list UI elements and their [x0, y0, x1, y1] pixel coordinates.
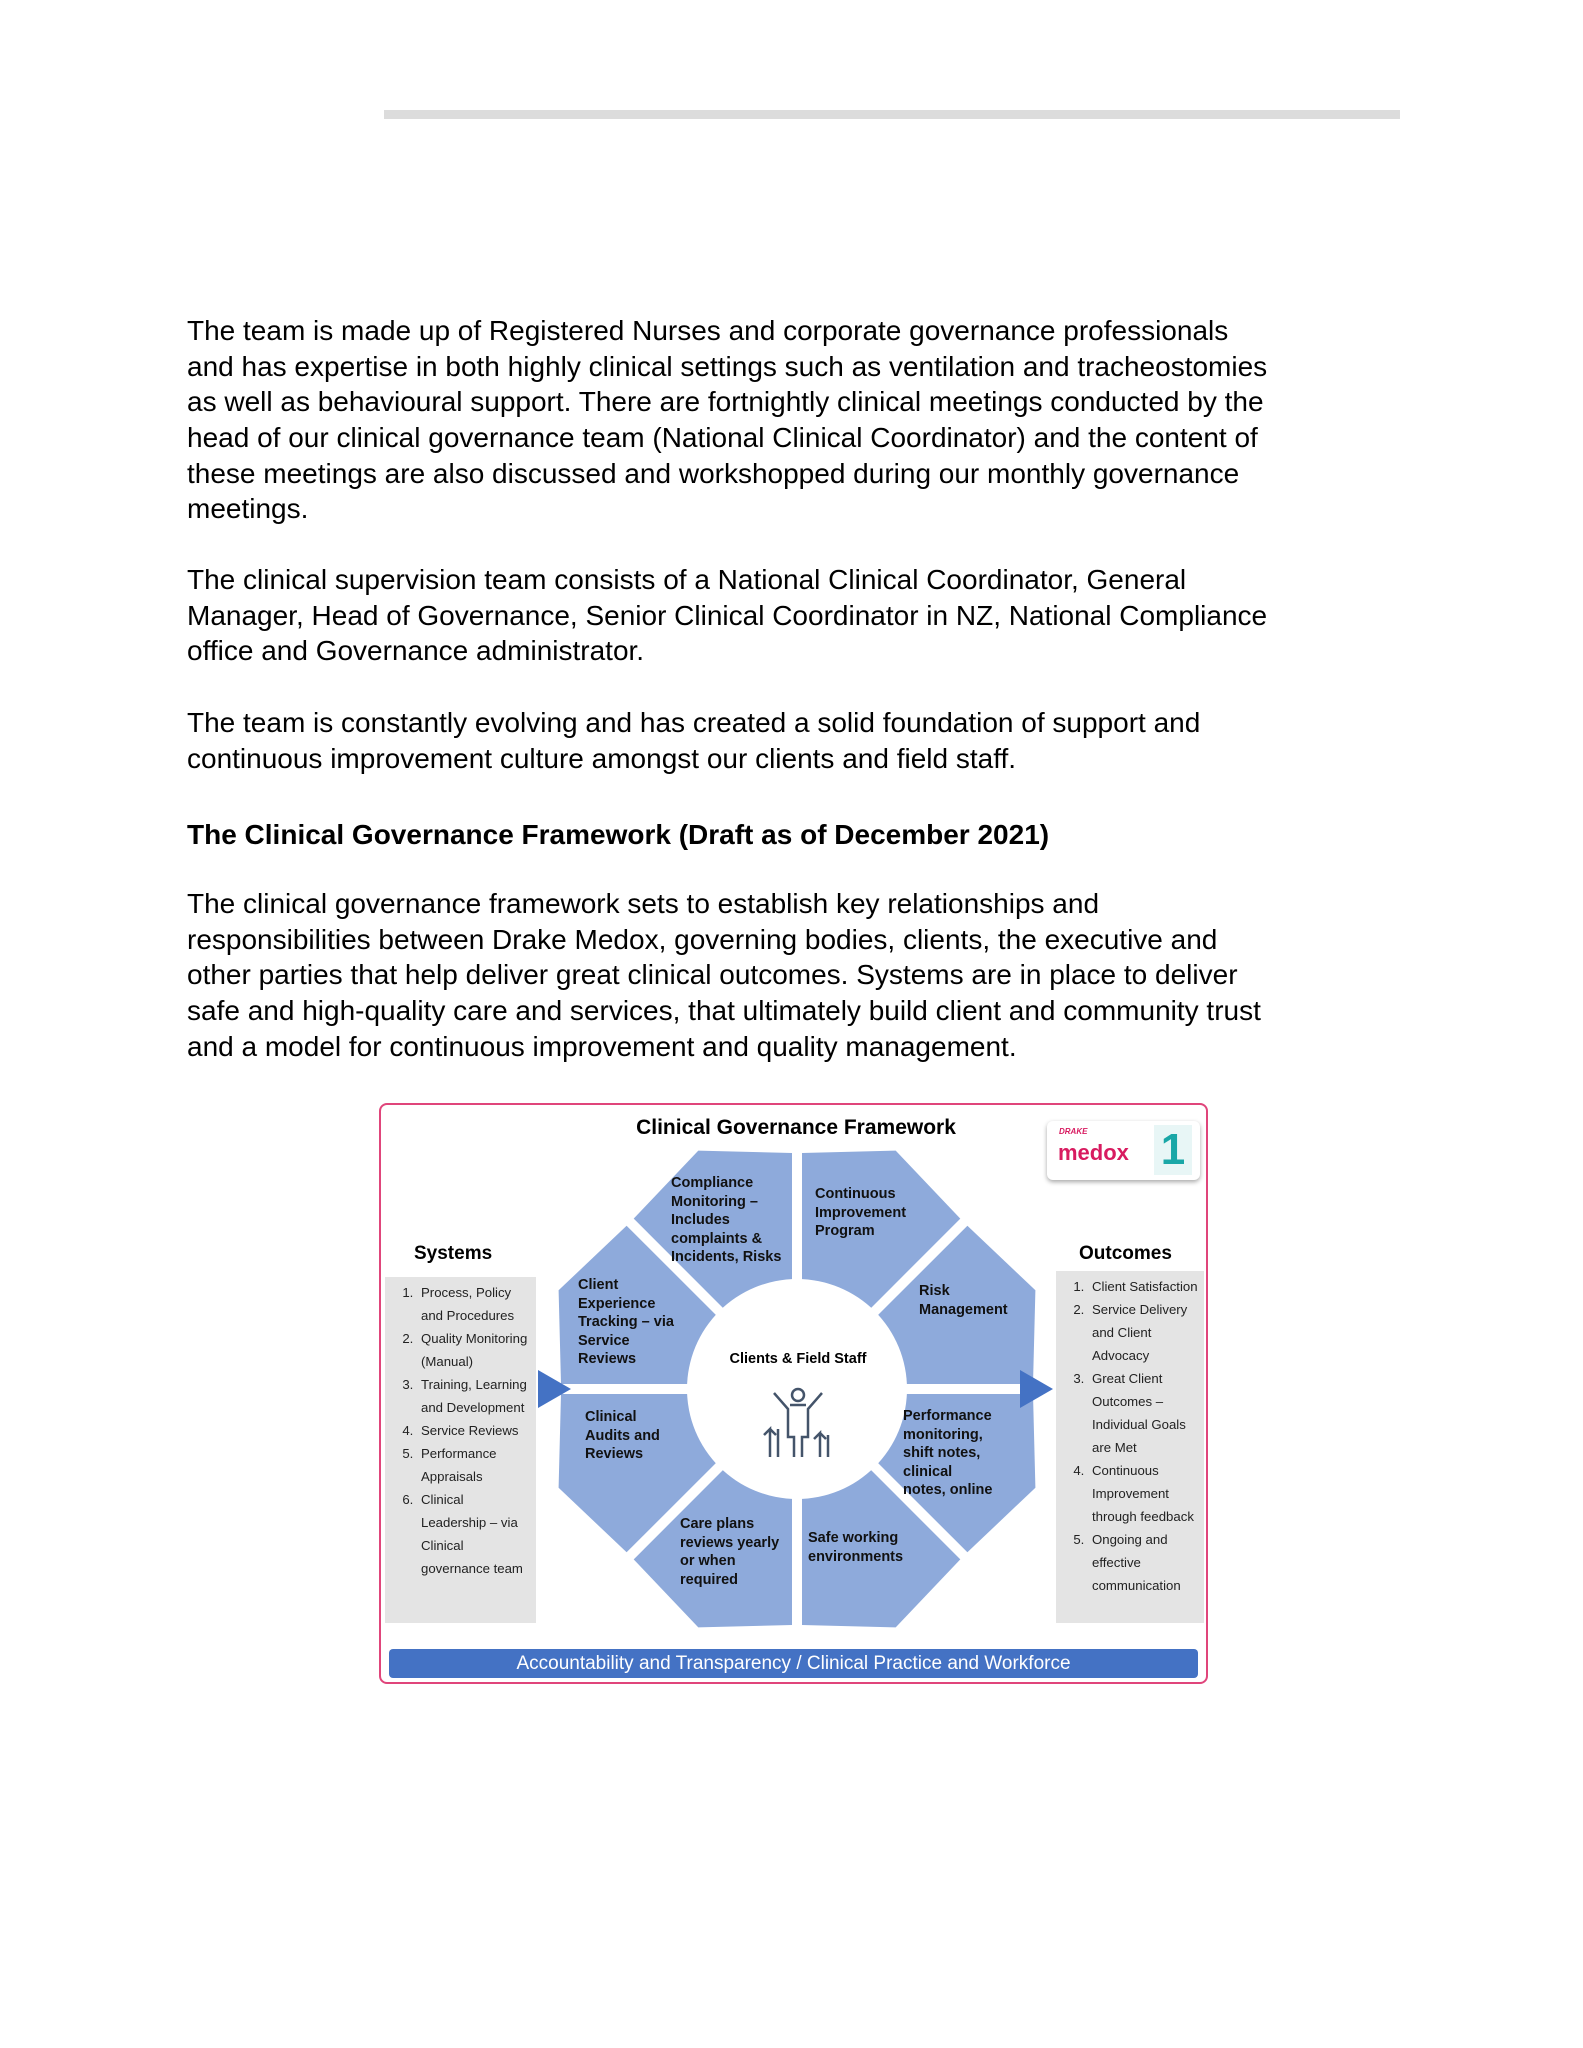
outcomes-list: [1056, 1271, 1204, 1623]
logo-small-text: DRAKE: [1059, 1127, 1088, 1136]
segment-continuous-improvement: Continuous Improvement Program: [815, 1186, 907, 1239]
text-line: office and Governance administrator.: [187, 635, 645, 667]
text-line: The team is made up of Registered Nurses and corporate governance professionals: [187, 315, 1229, 346]
text-line: The clinical governance framework sets to establish key relationships and: [187, 888, 1100, 919]
text-line: as well as behavioural support. There are fortnightly clinical meetings conducted by the: [187, 386, 1264, 418]
outcomes-item: 1. Client Satisfaction: [1088, 1275, 1200, 1298]
logo-brand-text: medox: [1058, 1140, 1129, 1165]
section-heading: The Clinical Governance Framework (Draft as of December 2021): [187, 819, 1050, 850]
text-line: responsibilities between Drake Medox, governing bodies, clients, the executive and: [187, 923, 1218, 955]
outcomes-arrow-icon: [1020, 1370, 1053, 1408]
segment-safe-working: Safe working environments: [808, 1530, 904, 1565]
paragraph-supervision-team: [187, 562, 1267, 669]
text-line: Manager, Head of Governance, Senior Clinical Coordinator in NZ, National Compliance: [187, 599, 1268, 631]
segment-performance-monitoring: Performance monitoring, shift notes, clinical notes, online: [903, 1408, 993, 1498]
diagram-title: Clinical Governance Framework: [636, 1116, 956, 1139]
segment-clinical-audits: Clinical Audits and Reviews: [585, 1409, 660, 1462]
segment-client-experience: Client Experience Tracking – via Service Reviews: [578, 1277, 674, 1367]
outcomes-item: 3. Great Client Outcomes – Individual Goals are Met: [1088, 1367, 1200, 1459]
segment-compliance: Compliance Monitoring – Includes complaints & Incidents, Risks: [671, 1175, 782, 1265]
text-line: continuous improvement culture amongst our clients and field staff.: [187, 742, 1017, 774]
systems-item: 6. Clinical Leadership – via Clinical governance team: [417, 1488, 532, 1580]
systems-item: 2. Quality Monitoring (Manual): [417, 1327, 532, 1373]
outcomes-heading: Outcomes: [1079, 1243, 1172, 1264]
text-line: and a model for continuous improvement and quality management.: [187, 1030, 1017, 1062]
logo-badge: 1: [1154, 1125, 1192, 1175]
segment-risk-management: Risk Management: [919, 1283, 1008, 1318]
text-line: other parties that help deliver great clinical outcomes. Systems are in place to deliver: [187, 959, 1238, 991]
systems-item: 4. Service Reviews: [417, 1419, 532, 1442]
outcomes-item: 4. Continuous Improvement through feedback: [1088, 1459, 1200, 1528]
systems-item: 3. Training, Learning and Development: [417, 1373, 532, 1419]
paragraph-evolving: [187, 705, 1200, 776]
footer-banner: Accountability and Transparency / Clinical Practice and Workforce: [389, 1649, 1198, 1678]
clinical-governance-diagram: [379, 1103, 1208, 1684]
segment-care-plans: Care plans reviews yearly or when required: [680, 1516, 780, 1588]
systems-heading: Systems: [414, 1243, 493, 1264]
outcomes-item: 5. Ongoing and effective communication: [1088, 1528, 1200, 1597]
systems-list: [385, 1277, 536, 1623]
systems-item: 1. Process, Policy and Procedures: [417, 1281, 532, 1327]
paragraph-framework: [187, 886, 1261, 1064]
systems-item: 5. Performance Appraisals: [417, 1442, 532, 1488]
text-line: The team is constantly evolving and has created a solid foundation of support and: [187, 707, 1201, 738]
text-line: meetings.: [187, 493, 309, 525]
drake-medox-logo: [1047, 1121, 1200, 1180]
text-line: The clinical supervision team consists of a National Clinical Coordinator, General: [187, 564, 1187, 595]
paragraph-team: [187, 313, 1267, 527]
outcomes-item: 2. Service Delivery and Client Advocacy: [1088, 1298, 1200, 1367]
center-label: Clients & Field Staff: [729, 1351, 867, 1367]
text-line: head of our clinical governance team (National Clinical Coordinator) and the content of: [187, 422, 1258, 454]
text-line: safe and high-quality care and services, that ultimately build client and community trust: [187, 995, 1261, 1027]
text-line: and has expertise in both highly clinical settings such as ventilation and tracheostomies: [187, 350, 1268, 382]
text-line: these meetings are also discussed and workshopped during our monthly governance: [187, 457, 1240, 489]
header-rule: [384, 110, 1400, 119]
person-growth-arrows-icon: [760, 1385, 836, 1461]
